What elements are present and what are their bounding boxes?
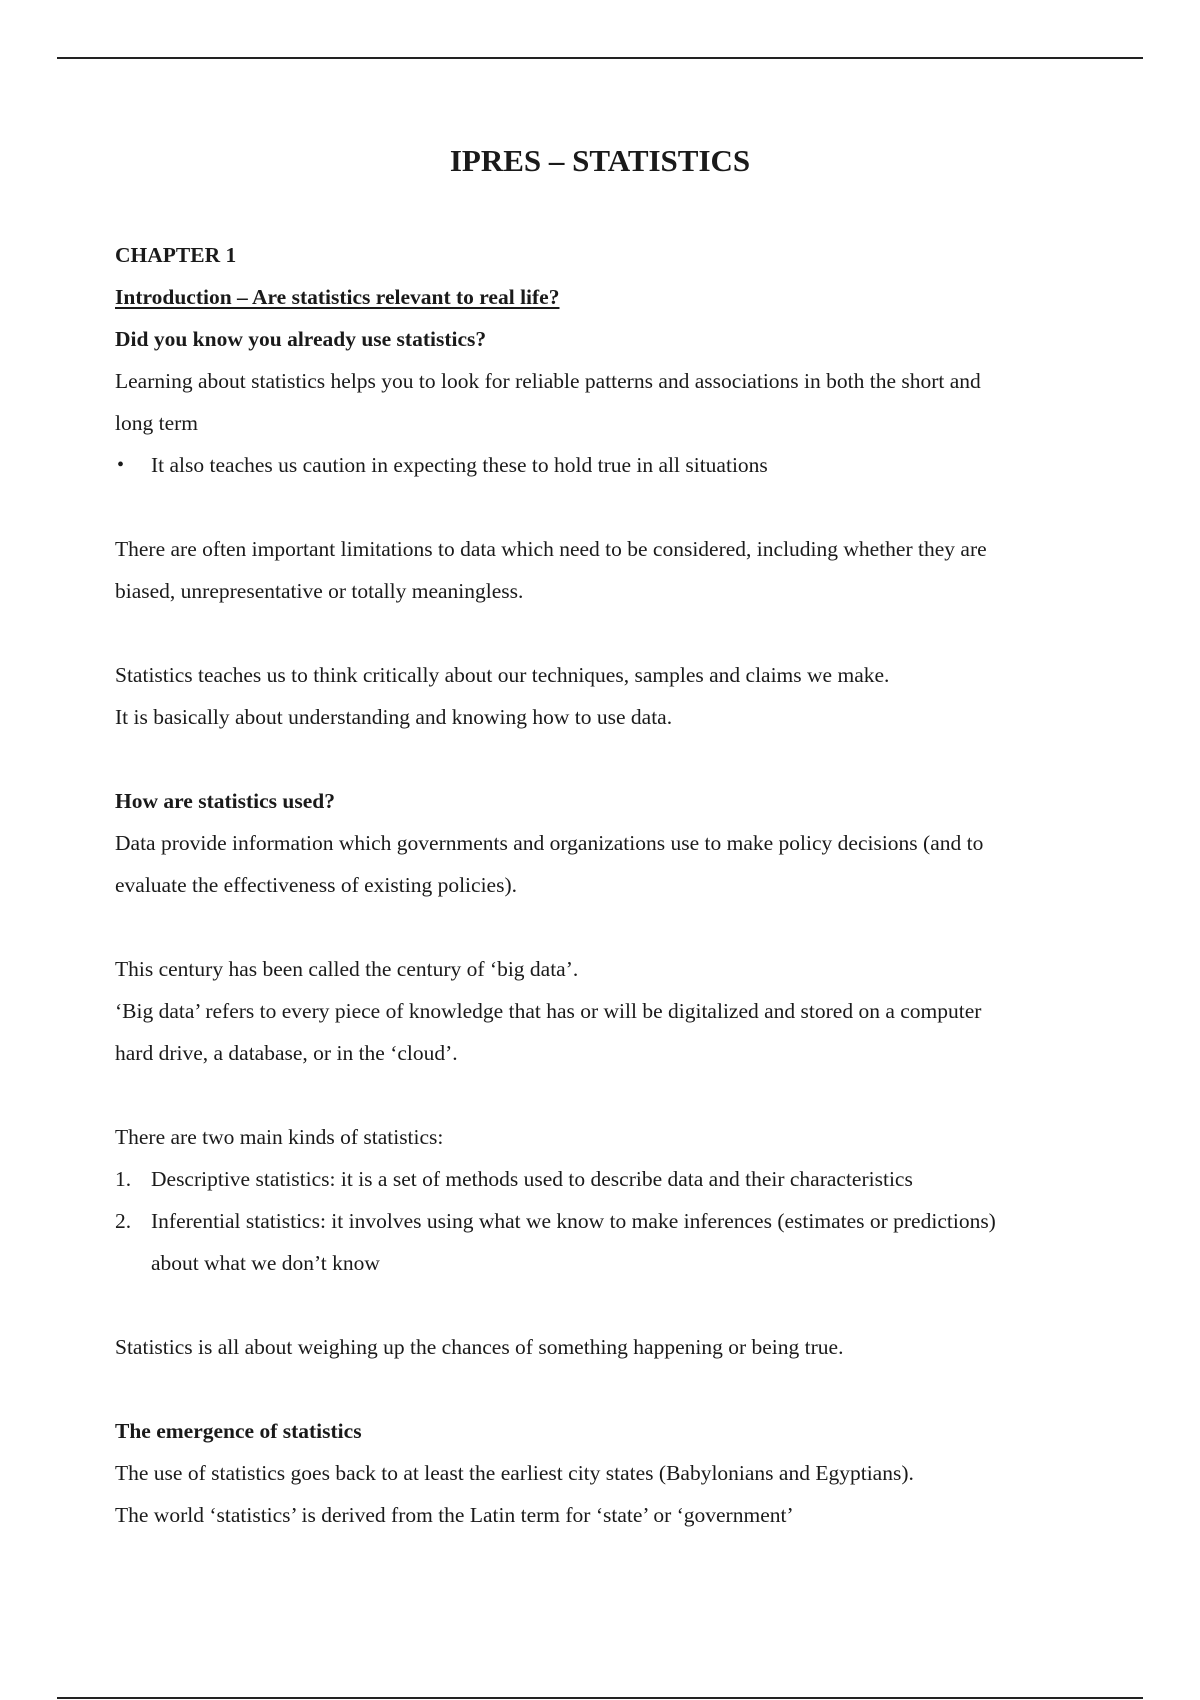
paragraph-line: There are often important limitations to data which need to be considered, including whether they are [115, 537, 987, 561]
paragraph-line: This century has been called the century of ‘big data’. [115, 957, 579, 981]
paragraph-line: long term [115, 411, 198, 435]
paragraph-line: Statistics teaches us to think critically about our techniques, samples and claims we make. [115, 663, 890, 687]
paragraph-line: The world ‘statistics’ is derived from the Latin term for ‘state’ or ‘government’ [115, 1503, 794, 1527]
list-item-continuation: about what we don’t know [151, 1251, 380, 1275]
paragraph-line: ‘Big data’ refers to every piece of knowledge that has or will be digitalized and stored on a computer [115, 999, 982, 1023]
paragraph-line: hard drive, a database, or in the ‘cloud’. [115, 1041, 458, 1065]
paragraph-line: Statistics is all about weighing up the chances of something happening or being true. [115, 1335, 844, 1359]
paragraph-line: Data provide information which governments and organizations use to make policy decisions (and to [115, 831, 984, 855]
bullet-item: It also teaches us caution in expecting these to hold true in all situations [151, 453, 768, 477]
paragraph-line: The use of statistics goes back to at least the earliest city states (Babylonians and Egyptians). [115, 1461, 914, 1485]
paragraph-line: There are two main kinds of statistics: [115, 1125, 444, 1149]
paragraph-line: It is basically about understanding and knowing how to use data. [115, 705, 673, 729]
paragraph-line: biased, unrepresentative or totally meaningless. [115, 579, 524, 603]
list-item: Descriptive statistics: it is a set of methods used to describe data and their characteristics [151, 1167, 913, 1191]
chapter-heading: CHAPTER 1 [115, 243, 237, 267]
bullet-icon: • [117, 454, 125, 476]
list-number: 2. [115, 1209, 132, 1233]
subheading-how-used: How are statistics used? [115, 789, 335, 813]
subheading-emergence: The emergence of statistics [115, 1419, 362, 1443]
section-title: Introduction – Are statistics relevant to real life? [115, 285, 560, 309]
page-title: IPRES – STATISTICS [449, 143, 751, 178]
list-number: 1. [115, 1167, 132, 1191]
paragraph-line: evaluate the effectiveness of existing policies). [115, 873, 517, 897]
list-item: Inferential statistics: it involves using what we know to make inferences (estimates or predictions) [151, 1209, 996, 1233]
subheading-already-use: Did you know you already use statistics? [115, 327, 487, 351]
paragraph-line: Learning about statistics helps you to look for reliable patterns and associations in both the short and [115, 369, 981, 393]
bottom-rule [57, 1697, 1143, 1699]
top-rule [57, 57, 1143, 59]
